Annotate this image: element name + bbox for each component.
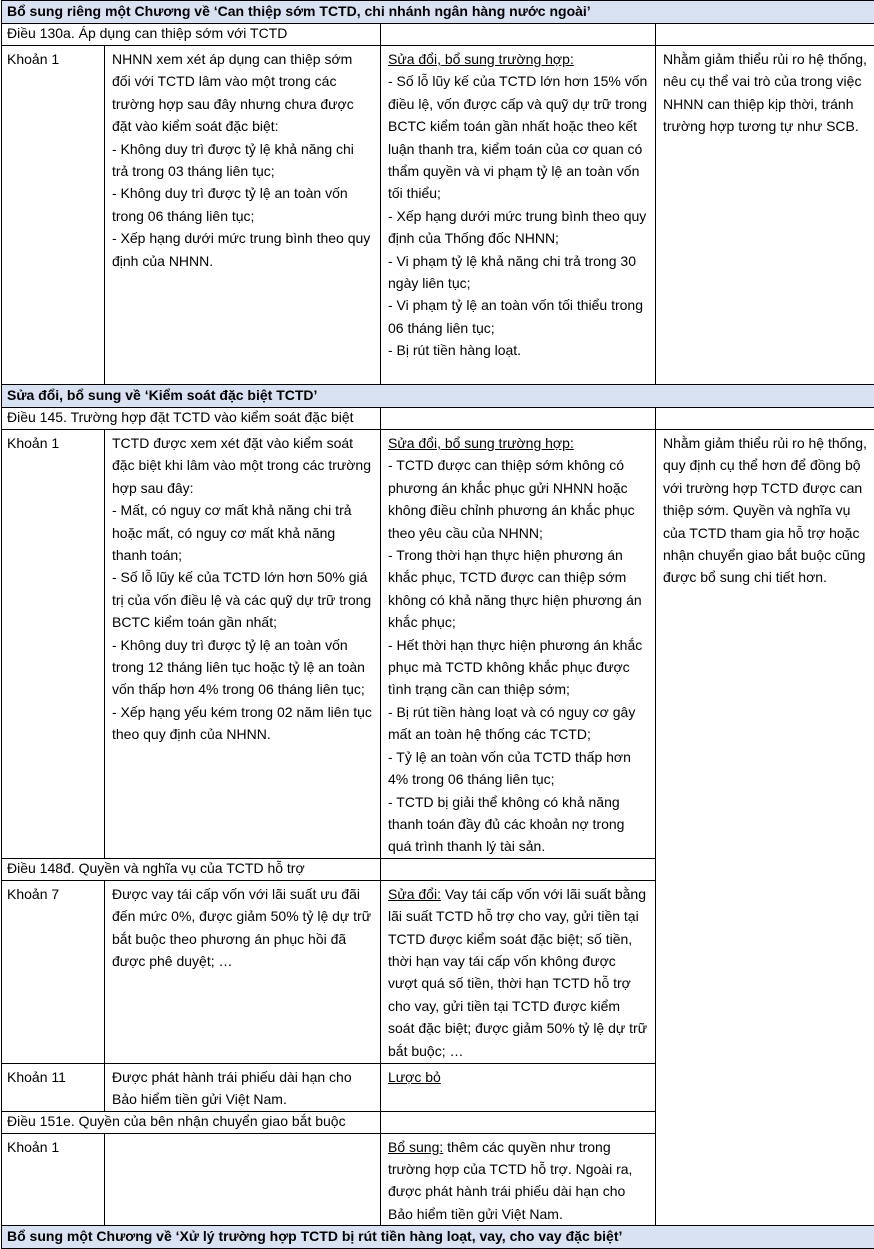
amendment-line: - TCTD được can thiệp sớm không có phương án khắc phục gửi NHNN hoặc không điều chỉnh phương án khắc phục theo yêu cầu của NHNN; [388,454,648,544]
section-row-special-control [2,385,874,408]
amendment-cell [381,46,656,385]
article-row-130a [2,24,874,46]
clause-label: Khoản 1 [2,46,105,385]
current-provision-cell [105,1133,381,1226]
current-provision-cell: Được vay tái cấp vốn với lãi suất ưu đãi đến mức 0%, được giảm 50% tỷ lệ dự trữ bắt buộc theo phương án phục hồi đã được phê duyệt; … [105,880,381,1063]
provision-line: - Không duy trì được tỷ lệ an toàn vốn trong 12 tháng liên tục hoặc tỷ lệ an toàn vốn thấp hơn 4% trong 06 tháng liên tục; [112,634,373,701]
section-title: Sửa đổi, bổ sung về ‘Kiểm soát đặc biệt TCTD’ [2,385,874,408]
amendment-line: - Bị rút tiền hàng loạt và có nguy cơ gây mất an toàn hệ thống các TCTD; [388,701,648,746]
amendment-line: - Vi phạm tỷ lệ khả năng chi trả trong 30 ngày liên tục; [388,250,648,295]
amendment-label: Bổ sung: [388,1139,443,1155]
clause-label: Khoản 1 [2,430,105,859]
current-provision-cell: Được phát hành trái phiếu dài hạn cho Bảo hiểm tiền gửi Việt Nam. [105,1063,381,1111]
provision-line: NHNN xem xét áp dụng can thiệp sớm đối với TCTD lâm vào một trong các trường hợp sau đây nhưng chưa được đặt vào kiểm soát đặc biệt: [112,48,373,138]
clause-label: Khoản 11 [2,1063,105,1111]
section-row-bank-run [2,1226,874,1249]
amendment-line: - Số lỗ lũy kế của TCTD lớn hơn 15% vốn điều lệ, vốn được cấp và quỹ dự trữ trong BCTC kiểm toán gần nhất hoặc theo kết luận thanh tra, kiểm toán của cơ quan có thẩm quyền và vi phạm tỷ lệ an toàn vốn tối thiểu; [388,70,648,204]
empty-cell [381,1111,656,1133]
amendment-line: - Trong thời hạn thực hiện phương án khắc phục, TCTD được can thiệp sớm không có khả năng thực hiện phương án khắc phục; [388,544,648,634]
amendment-cell [381,880,656,1063]
provision-line: - Không duy trì được tỷ lệ khả năng chi trả trong 03 tháng liên tục; [112,138,373,183]
article-row-145 [2,408,874,430]
amendment-label: Sửa đổi, bổ sung trường hợp: [388,48,648,70]
provision-line: - Mất, có nguy cơ mất khả năng chi trả hoặc mất, có nguy cơ mất khả năng thanh toán; [112,499,373,566]
article-title: Điều 148đ. Quyền và nghĩa vụ của TCTD hỗ trợ [2,858,381,880]
comparison-table [1,0,874,1249]
amendment-text: Vay tái cấp vốn với lãi suất bằng lãi suất TCTD hỗ trợ cho vay, gửi tiền tại TCTD được kiểm soát đặc biệt; số tiền, thời hạn vay tái cấp vốn không được vượt quá số tiền, thời hạn TCTD hỗ trợ cho vay, gửi tiền tại TCTD được kiểm soát đặc biệt; được giảm 50% tỷ lệ dự trữ bắt buộc; … [388,886,647,1059]
clause-label: Khoản 1 [2,1133,105,1226]
current-provision-cell [105,430,381,859]
empty-cell [381,24,656,46]
provision-line: - Số lỗ lũy kế của TCTD lớn hơn 50% giá trị của vốn điều lệ và các quỹ dự trữ trong BCTC kiểm toán gần nhất; [112,566,373,633]
clause-label: Khoản 7 [2,880,105,1063]
empty-cell [381,858,656,880]
amendment-label: Sửa đổi, bổ sung trường hợp: [388,432,648,454]
amendment-line: - Hết thời hạn thực hiện phương án khắc phục mà TCTD không khắc phục được tình trạng cần can thiệp sớm; [388,634,648,701]
article-title: Điều 151e. Quyền của bên nhận chuyển giao bắt buộc [2,1111,381,1133]
empty-cell [656,24,874,46]
amendment-label: Lược bỏ [388,1069,441,1085]
provision-line: - Không duy trì được tỷ lệ an toàn vốn trong 06 tháng liên tục; [112,182,373,227]
amendment-cell [381,1063,656,1111]
article-title: Điều 145. Trường hợp đặt TCTD vào kiểm soát đặc biệt [2,408,381,430]
clause-row [2,430,874,859]
section-title: Bổ sung riêng một Chương về ‘Can thiệp sớm TCTD, chi nhánh ngân hàng nước ngoài’ [2,1,874,24]
amendment-line: - Bị rút tiền hàng loạt. [388,339,648,361]
amendment-cell [381,430,656,859]
empty-cell [381,408,656,430]
reason-cell: Nhằm giảm thiểu rủi ro hệ thống, quy định cụ thể hơn để đồng bộ với trường hợp TCTD được can thiệp sớm. Quyền và nghĩa vụ của TCTD tham gia hỗ trợ hoặc nhận chuyển giao bắt buộc cũng được bổ sung chi tiết hơn. [656,430,874,1226]
amendment-line: - Vi phạm tỷ lệ an toàn vốn tối thiểu trong 06 tháng liên tục; [388,294,648,339]
section-row-early-intervention [2,1,874,24]
provision-line: TCTD được xem xét đặt vào kiểm soát đặc biệt khi lâm vào một trong các trường hợp sau đây: [112,432,373,499]
amendment-line: - Tỷ lệ an toàn vốn của TCTD thấp hơn 4% trong 06 tháng liên tục; [388,746,648,791]
amendment-label: Sửa đổi: [388,886,441,902]
amendment-text: thêm các quyền như trong trường hợp của TCTD hỗ trợ. Ngoài ra, được phát hành trái phiếu dài hạn cho Bảo hiểm tiền gửi Việt Nam. [388,1139,632,1222]
section-title: Bổ sung một Chương về ‘Xử lý trường hợp TCTD bị rút tiền hàng loạt, vay, cho vay đặc biệt’ [2,1226,874,1249]
clause-row [2,46,874,385]
provision-line: - Xếp hạng yếu kém trong 02 năm liên tục theo quy định của NHNN. [112,701,373,746]
amendment-line: - TCTD bị giải thể không có khả năng thanh toán đầy đủ các khoản nợ trong quá trình thanh lý tài sản. [388,791,648,858]
current-provision-cell [105,46,381,385]
reason-cell: Nhằm giảm thiểu rủi ro hệ thống, nêu cụ thể vai trò của trong việc NHNN can thiệp kịp thời, tránh trường hợp tương tự như SCB. [656,46,874,385]
empty-cell [656,408,874,430]
amendment-line: - Xếp hạng dưới mức trung bình theo quy định của Thống đốc NHNN; [388,205,648,250]
article-title: Điều 130a. Áp dụng can thiệp sớm với TCTD [2,24,381,46]
provision-line: - Xếp hạng dưới mức trung bình theo quy định của NHNN. [112,227,373,272]
amendment-cell [381,1133,656,1226]
